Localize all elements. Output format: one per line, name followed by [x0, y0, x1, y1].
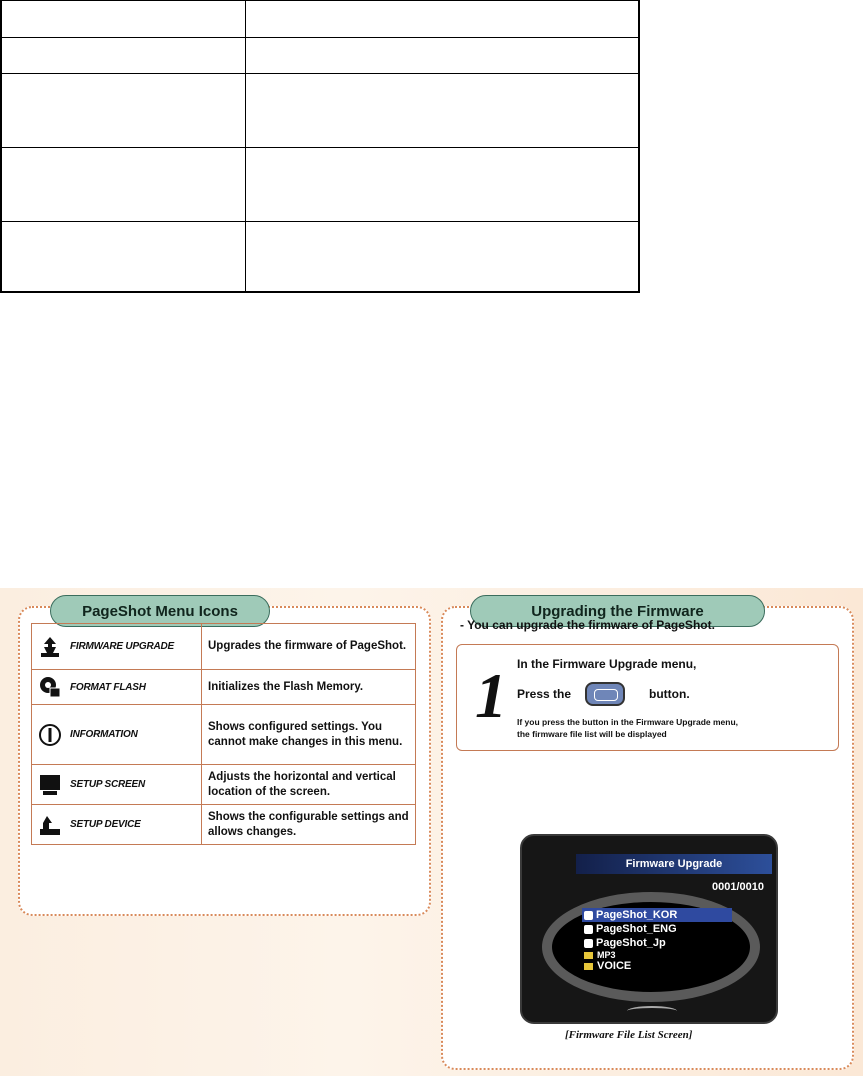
step-press-text: Press the: [517, 687, 572, 701]
list-item[interactable]: PageShot_Jp: [582, 936, 732, 950]
firmware-screen: [520, 834, 778, 1024]
setup-screen-icon: [38, 773, 62, 797]
step-note: the firmware file list will be displayed: [517, 729, 667, 739]
menu-icon-desc: Shows configured settings. You cannot make changes in this menu.: [208, 720, 403, 748]
step-box: [456, 644, 839, 751]
step-note: If you press the button in the Firmware Upgrade menu,: [517, 717, 739, 727]
menu-button-icon: [585, 682, 625, 706]
list-item[interactable]: VOICE: [582, 960, 732, 972]
table-row-line: [2, 37, 638, 38]
menu-icon-name: SETUP DEVICE: [70, 819, 141, 830]
screen-count: 0001/0010: [712, 881, 764, 893]
table-row: [32, 704, 415, 764]
setup-device-icon: [38, 813, 62, 837]
menu-icon-desc: Initializes the Flash Memory.: [208, 680, 364, 693]
tv-stand: [627, 1006, 677, 1016]
list-item[interactable]: PageShot_ENG: [582, 922, 732, 936]
format-flash-icon: [38, 675, 62, 699]
menu-icons-tab: PageShot Menu Icons: [50, 595, 270, 627]
table-row: [32, 804, 415, 844]
folder-icon: [584, 952, 593, 959]
menu-icon-name: FORMAT FLASH: [70, 681, 146, 693]
list-item[interactable]: MP3: [582, 950, 732, 960]
empty-table: [0, 0, 640, 293]
folder-icon: [584, 963, 593, 970]
screen-title: Firmware Upgrade: [576, 854, 772, 874]
manual-illustration: [0, 588, 863, 1076]
step-button-text: button.: [649, 687, 690, 701]
information-icon: [38, 723, 62, 747]
file-icon: [584, 925, 593, 934]
firmware-tab: Upgrading the Firmware: [470, 595, 765, 627]
table-row: [32, 669, 415, 704]
menu-icon-desc: Adjusts the horizontal and vertical location of the screen.: [208, 770, 396, 798]
list-item[interactable]: PageShot_KOR: [582, 908, 732, 922]
step-instruction: In the Firmware Upgrade menu,: [517, 657, 697, 671]
table-column-divider: [245, 1, 246, 291]
file-icon: [584, 939, 593, 948]
table-row-line: [2, 221, 638, 222]
menu-icon-name: FIRMWARE UPGRADE: [70, 641, 175, 652]
menu-icon-name: INFORMATION: [70, 729, 138, 740]
firmware-upgrade-icon: [38, 635, 62, 659]
table-row-line: [2, 73, 638, 74]
table-row: [32, 624, 415, 669]
step-number: 1: [475, 660, 507, 731]
table-row-line: [2, 147, 638, 148]
menu-icon-desc: Upgrades the firmware of PageShot.: [208, 640, 407, 652]
firmware-intro: - You can upgrade the firmware of PageShot.: [460, 618, 715, 632]
menu-icon-desc: Shows the configurable settings and allows changes.: [208, 810, 409, 838]
menu-icons-table: [31, 623, 416, 845]
table-row: [32, 764, 415, 804]
file-list: [582, 908, 732, 972]
screen-caption: [Firmware File List Screen]: [565, 1029, 693, 1041]
file-icon: [584, 911, 593, 920]
menu-icon-name: SETUP SCREEN: [70, 779, 146, 790]
